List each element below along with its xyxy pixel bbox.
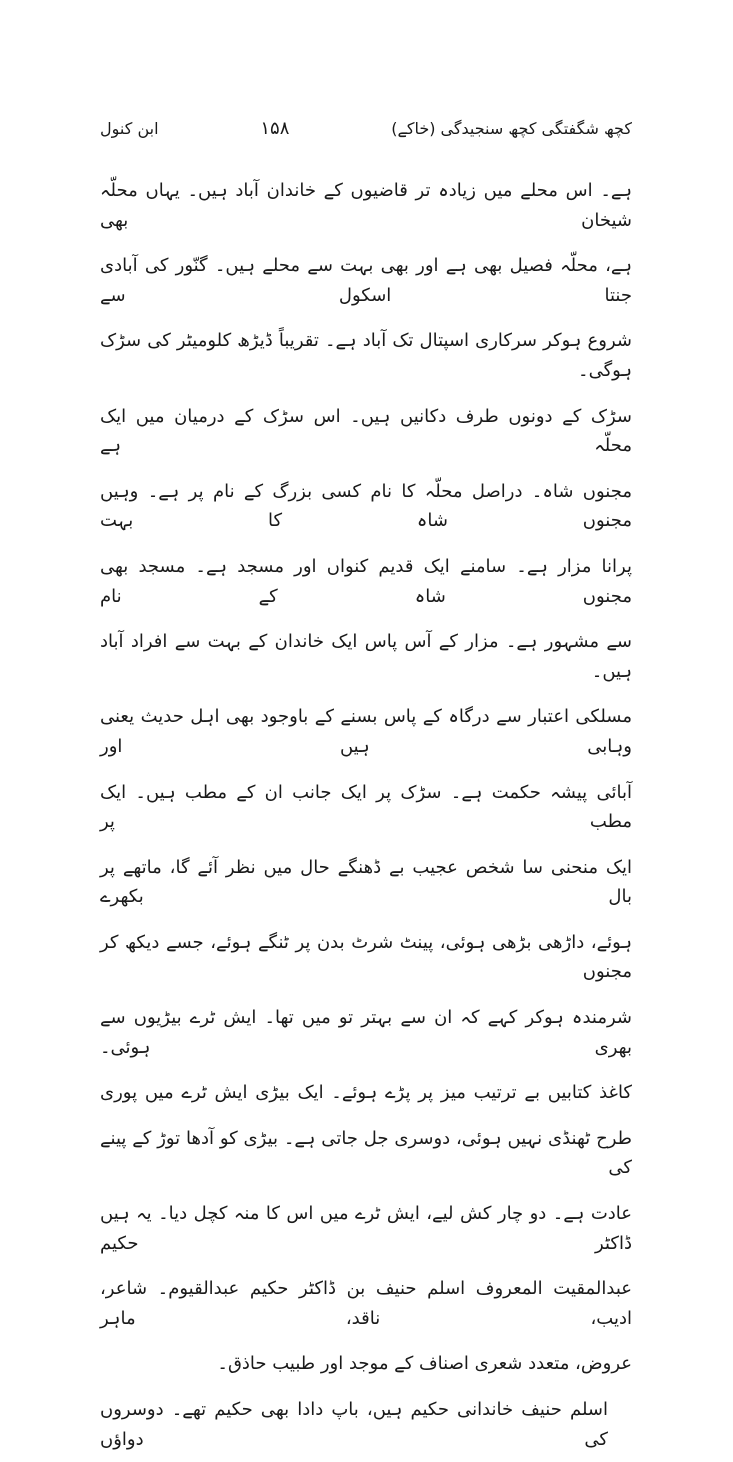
page-number: ۱۵۸ bbox=[260, 118, 290, 139]
text-line: آبائی پیشہ حکمت ہے۔ سڑک پر ایک جانب ان کے مطب ہیں۔ ایک مطب پر bbox=[100, 781, 632, 833]
text-line: کاغذ کتابیں بے ترتیب میز پر پڑے ہوئے۔ ایک بیڑی ایش ٹرے میں پوری bbox=[100, 1082, 632, 1104]
text-line: شرمندہ ہوکر کہے کہ ان سے بہتر تو میں تھا۔ ایش ٹرے بیڑیوں سے بھری ہوئی۔ bbox=[100, 1007, 632, 1058]
text-line: ہے۔ اس محلے میں زیادہ تر قاضیوں کے خاندان آباد ہیں۔ یہاں محلّہ شیخان بھی bbox=[100, 180, 632, 231]
text-line: شروع ہوکر سرکاری اسپتال تک آباد ہے۔ تقریباً ڈیڑھ کلومیٹر کی سڑک ہوگی۔ bbox=[100, 330, 632, 381]
paragraph-start-line: اسلم حنیف خاندانی حکیم ہیں، باپ دادا بھی حکیم تھے۔ دوسروں کی دواؤں bbox=[100, 1399, 608, 1450]
text-line: ہے، محلّہ فصیل بھی ہے اور بھی بہت سے محلے ہیں۔ گنّور کی آبادی جنتا اسکول سے bbox=[100, 255, 632, 306]
text-line: طرح ٹھنڈی نہیں ہوئی، دوسری جل جاتی ہے۔ بیڑی کو آدھا توڑ کے پینے کی bbox=[100, 1127, 632, 1179]
page-body bbox=[100, 168, 632, 1462]
text-line: سڑک کے دونوں طرف دکانیں ہیں۔ اس سڑک کے درمیان میں ایک محلّہ ہے bbox=[100, 405, 632, 457]
text-line: مجنوں شاہ۔ دراصل محلّہ کا نام کسی بزرگ کے نام پر ہے۔ وہیں مجنوں شاہ کا بہت bbox=[100, 480, 632, 532]
book-title: کچھ شگفتگی کچھ سنجیدگی (خاکے) bbox=[391, 119, 632, 138]
paragraph-end-line: عروض، متعدد شعری اصناف کے موجد اور طبیب حاذق۔ bbox=[217, 1353, 632, 1375]
text-line: پرانا مزار ہے۔ سامنے ایک قدیم کنواں اور مسجد ہے۔ مسجد بھی مجنوں شاہ کے نام bbox=[100, 555, 632, 607]
text-line: ہوئے، داڑھی بڑھی ہوئی، پینٹ شرٹ بدن پر ٹنگے ہوئے، جسے دیکھ کر مجنوں bbox=[100, 931, 632, 983]
text-line: ایک منحنی سا شخص عجیب بے ڈھنگے حال میں نظر آئے گا، ماتھے پر بال بکھرے bbox=[100, 856, 632, 908]
text-line: عبدالمقیت المعروف اسلم حنیف بن ڈاکٹر حکیم عبدالقیوم۔ شاعر، ادیب، ناقد، ماہر bbox=[100, 1278, 632, 1329]
text-line: عادت ہے۔ دو چار کش لیے، ایش ٹرے میں اس کا منہ کچل دیا۔ یہ ہیں ڈاکٹر حکیم bbox=[100, 1203, 632, 1254]
running-header bbox=[100, 112, 632, 146]
text-line: سے مشہور ہے۔ مزار کے آس پاس ایک خاندان کے بہت سے افراد آباد ہیں۔ bbox=[100, 631, 632, 682]
text-line: مسلکی اعتبار سے درگاہ کے پاس بسنے کے باوجود بھی اہل حدیث یعنی وہابی ہیں اور bbox=[100, 706, 632, 757]
author-name: ابن کنول bbox=[100, 119, 159, 138]
